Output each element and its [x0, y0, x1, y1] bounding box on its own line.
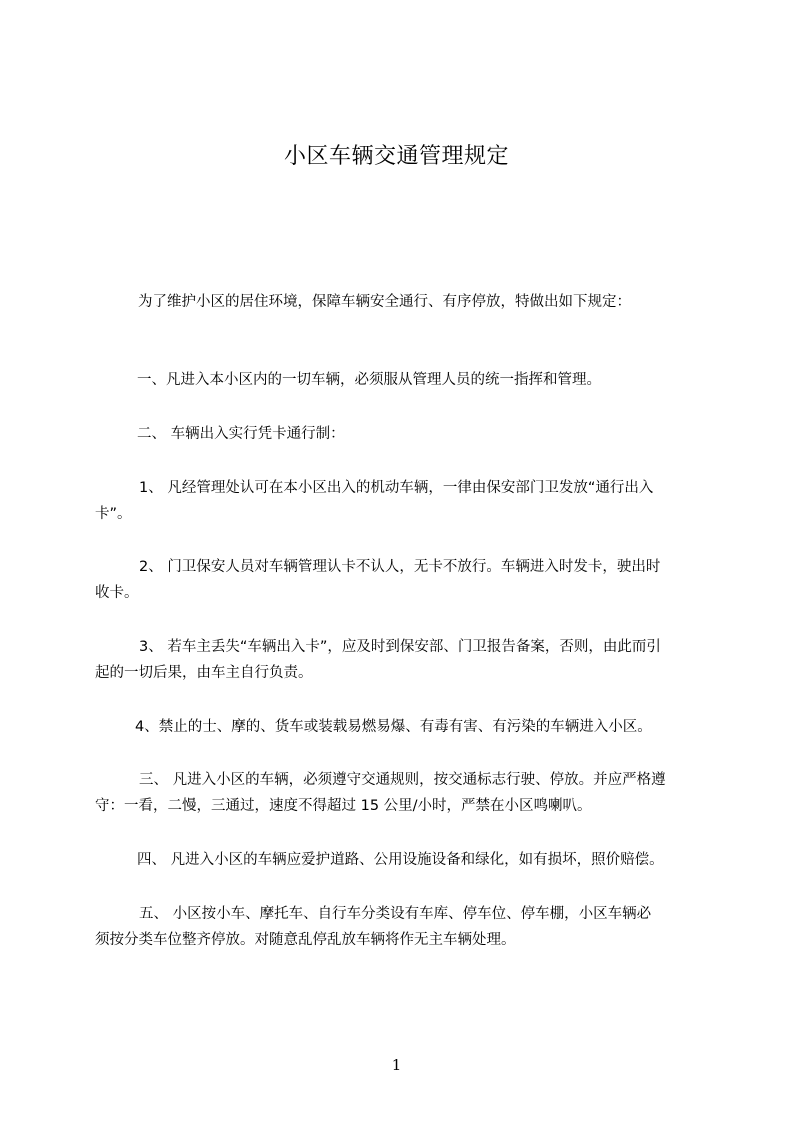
rule-item-4	[137, 847, 757, 873]
rule-line: 2、 门卫保安人员对车辆管理认卡不认人，无卡不放行。车辆进入时发卡，驶出时	[139, 559, 661, 575]
intro-paragraph	[138, 289, 758, 315]
document-title: 小区车辆交通管理规定	[283, 144, 509, 169]
rule-line: 1、 凡经管理处认可在本小区出入的机动车辆，一律由保安部门卫发放“通行出入	[139, 480, 654, 496]
rule-line: 3、 若车主丢失“车辆出入卡”，应及时到保安部、门卫报告备案，否则，由此而引	[139, 639, 661, 655]
rule-item-1	[137, 367, 757, 393]
rule-line: 起的一切后果，由车主自行负责。	[95, 665, 313, 681]
rule-line: 守：一看，二慢，三通过，速度不得超过 15 公里/小时，严禁在小区鸣喇叭。	[95, 798, 592, 814]
intro-text: 为了维护小区的居住环境，保障车辆安全通行、有序停放，特做出如下规定：	[138, 294, 631, 310]
rule-item-3	[95, 767, 715, 819]
rule-item-2-1	[95, 475, 715, 527]
rule-item-2	[137, 421, 757, 447]
rule-line: 五、 小区按小车、摩托车、自行车分类设有车库、停车位、停车棚，小区车辆必	[139, 906, 652, 922]
rule-line: 须按分类车位整齐停放。对随意乱停乱放车辆将作无主车辆处理。	[95, 932, 516, 948]
rule-line: 卡”。	[95, 506, 132, 522]
rule-item-2-4	[135, 714, 755, 740]
rule-line: 三、 凡进入小区的车辆，必须遵守交通规则，按交通标志行驶、停放。并应严格遵	[139, 772, 666, 788]
page-number: 1	[391, 1056, 402, 1074]
rule-item-2-3	[95, 634, 715, 686]
rule-line: 4、禁止的士、摩的、货车或装载易燃易爆、有毒有害、有污染的车辆进入小区。	[135, 719, 652, 735]
rule-item-2-2	[95, 554, 715, 606]
rule-line: 四、 凡进入小区的车辆应爱护道路、公用设施设备和绿化，如有损坏，照价赔偿。	[137, 852, 664, 868]
rule-item-5	[95, 901, 715, 953]
rule-line: 一、凡进入本小区内的一切车辆，必须服从管理人员的统一指挥和管理。	[137, 372, 601, 388]
rule-line: 收卡。	[95, 585, 139, 601]
rule-line: 二、 车辆出入实行凭卡通行制：	[137, 426, 345, 442]
